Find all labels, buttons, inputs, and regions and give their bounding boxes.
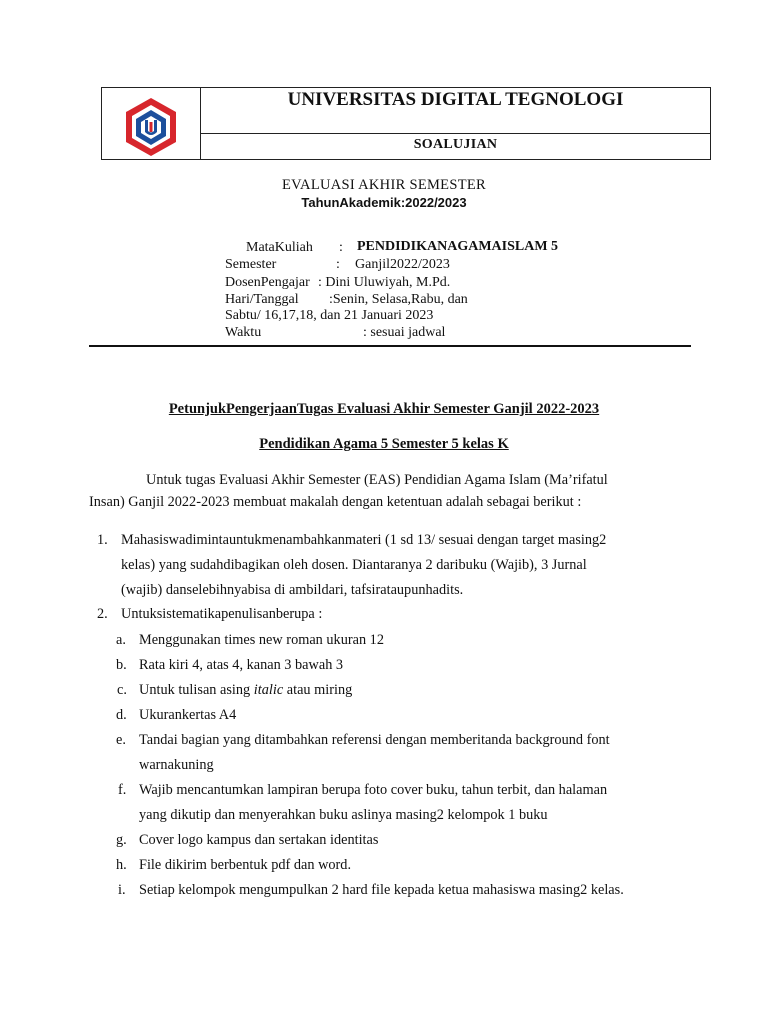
university-name: UNIVERSITAS DIGITAL TEGNOLOGI <box>287 89 624 110</box>
sub-item-text: File dikirim berbentuk pdf dan word. <box>139 857 352 873</box>
sub-item-text-pre: Untuk tulisan asing <box>139 682 254 698</box>
semester-value: Ganjil2022/2023 <box>355 257 450 272</box>
item-1-line-1: Mahasiswadimintauntukmenambahkanmateri (1 sd 13/ sesuai dengan target masing2 <box>121 532 607 548</box>
sub-item-letter: e. <box>116 732 126 748</box>
sub-item-text-italic: italic <box>253 682 284 698</box>
sub-item-letter: g. <box>116 832 127 848</box>
day-label: Hari/Tanggal <box>225 292 299 307</box>
sub-item-text-cont: warnakuning <box>139 757 214 773</box>
sub-item-text-post: atau miring <box>283 682 353 698</box>
intro-line-1: Untuk tugas Evaluasi Akhir Semester (EAS) Pendidian Agama Islam (Ma’rifatul <box>146 472 608 488</box>
sub-item-text-cont: yang dikutip dan menyerahkan buku aslinya masing2 kelompok 1 buku <box>139 807 548 823</box>
sub-item-text: Menggunakan times new roman ukuran 12 <box>139 632 384 648</box>
sub-item-letter: a. <box>116 632 126 648</box>
academic-year: TahunAkademik:2022/2023 <box>301 195 467 210</box>
university-logo-icon <box>121 96 181 158</box>
item-2-number: 2. <box>97 606 108 622</box>
header-table <box>101 87 711 160</box>
item-1-line-3: (wajib) danselebihnyabisa di ambildari, tafsirataupunhadits. <box>121 582 464 598</box>
item-1-line-2: kelas) yang sudahdibagikan oleh dosen. Diantaranya 2 daribuku (Wajib), 3 Jurnal <box>121 557 587 573</box>
instructions-heading: PetunjukPengerjaanTugas Evaluasi Akhir Semester Ganjil 2022-2023 <box>168 401 600 417</box>
course-value: PENDIDIKANAGAMAISLAM 5 <box>357 239 559 254</box>
exam-title: EVALUASI AKHIR SEMESTER <box>281 177 486 193</box>
sub-item-letter: c. <box>117 682 127 698</box>
day-value: :Senin, Selasa,Rabu, dan <box>329 292 468 307</box>
semester-label: Semester <box>225 257 277 272</box>
time-value: : sesuai jadwal <box>363 325 446 340</box>
time-label: Waktu <box>225 325 262 340</box>
course-sep: : <box>339 240 343 255</box>
sub-item-letter: h. <box>116 857 127 873</box>
sub-item-letter: b. <box>116 657 127 673</box>
instructions-subheading: Pendidikan Agama 5 Semester 5 kelas K <box>259 436 509 452</box>
sub-item-text: Tandai bagian yang ditambahkan referensi dengan memberitanda background font <box>139 732 610 748</box>
day-value-line2: Sabtu/ 16,17,18, dan 21 Januari 2023 <box>225 308 434 323</box>
intro-line-2: Insan) Ganjil 2022-2023 membuat makalah dengan ketentuan adalah sebagai berikut : <box>89 494 582 510</box>
semester-sep: : <box>336 257 340 272</box>
sub-item-text: Setiap kelompok mengumpulkan 2 hard file kepada ketua mahasiswa masing2 kelas. <box>139 882 624 898</box>
document-type: SOALUJIAN <box>413 137 498 152</box>
sub-item-letter: d. <box>116 707 127 723</box>
sub-item-text: Cover logo kampus dan sertakan identitas <box>139 832 379 848</box>
lecturer-value: : Dini Uluwiyah, M.Pd. <box>318 275 451 290</box>
sub-item-text: Ukurankertas A4 <box>139 707 237 723</box>
sub-item-text: Rata kiri 4, atas 4, kanan 3 bawah 3 <box>139 657 344 673</box>
item-1-number: 1. <box>97 532 108 548</box>
horizontal-rule <box>89 345 691 347</box>
sub-item-text <box>139 682 352 699</box>
lecturer-label: DosenPengajar <box>225 275 310 290</box>
sub-item-text: Wajib mencantumkan lampiran berupa foto cover buku, tahun terbit, dan halaman <box>139 782 608 798</box>
item-2-text: Untuksistematikapenulisanberupa : <box>121 606 323 622</box>
table-divider <box>201 133 710 134</box>
sub-item-letter: i. <box>118 882 126 898</box>
logo-cell <box>102 88 201 159</box>
course-label: MataKuliah <box>246 240 313 255</box>
sub-item-letter: f. <box>118 782 127 798</box>
